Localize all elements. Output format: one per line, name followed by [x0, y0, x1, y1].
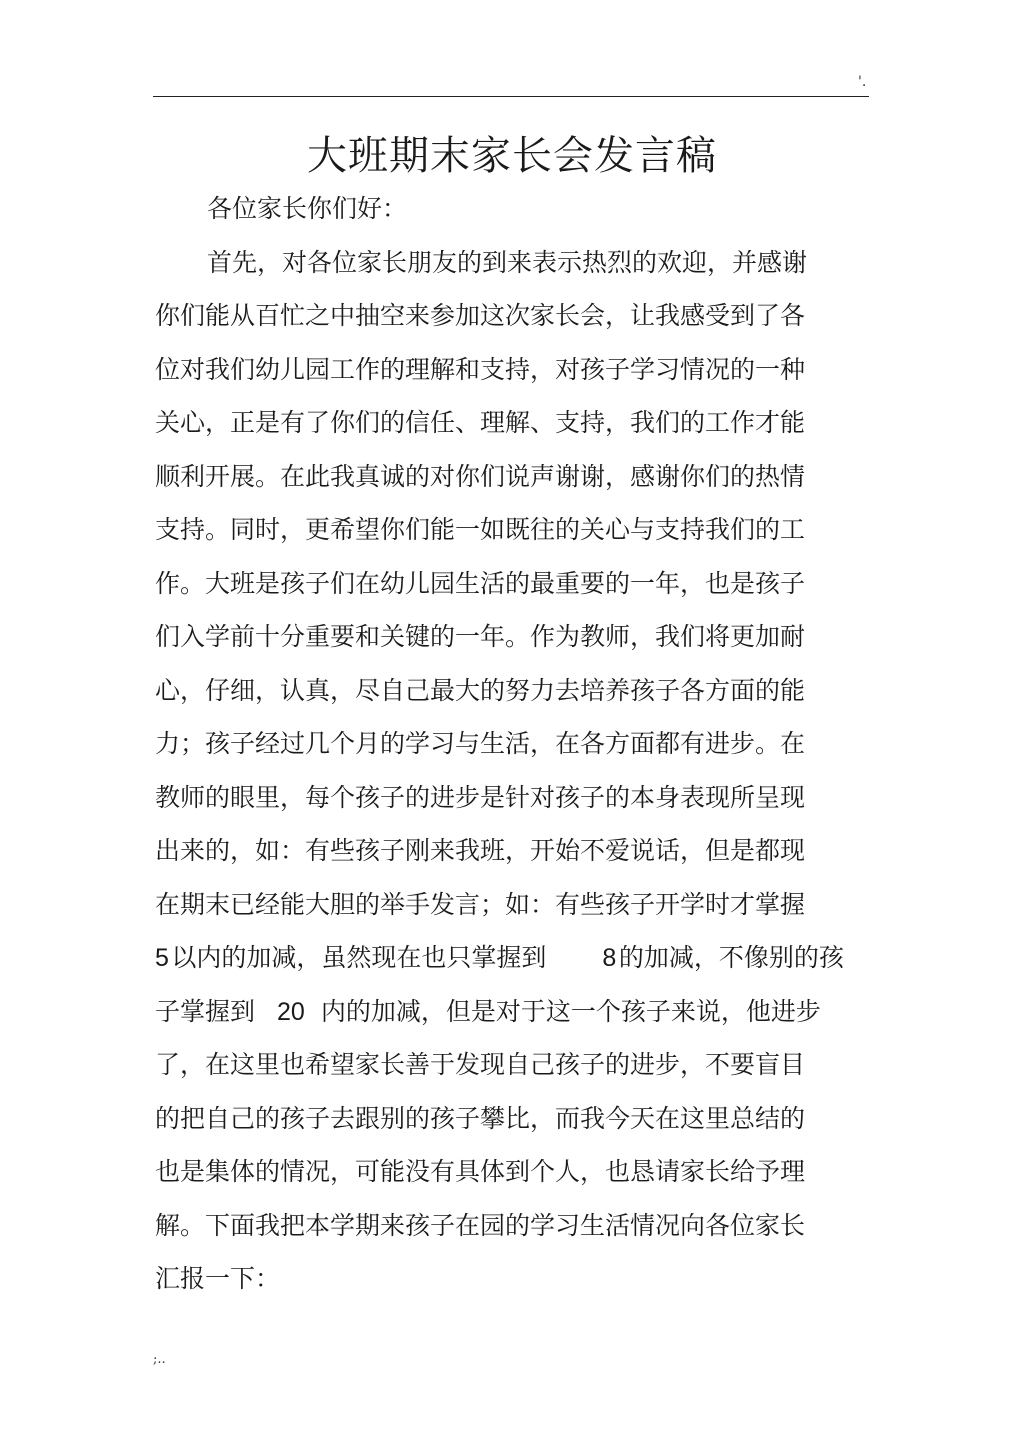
paragraph-line: 出来的，如：有些孩子刚来我班，开始不爱说话，但是都现 [155, 836, 806, 865]
document-title: 大班期末家长会发言稿 [307, 133, 717, 179]
paragraph-line: 首先，对各位家长朋友的到来表示热烈的欢迎，并感谢 [207, 247, 808, 277]
paragraph-line: 解。下面我把本学期来孩子在园的学习生活情况向各位家长 [155, 1210, 806, 1240]
paragraph-line: 作。大班是孩子们在幼儿园生活的最重要的一年，也是孩子 [155, 568, 806, 598]
paragraph-line: 你们能从百忙之中抽空来参加这次家长会，让我感受到了各 [155, 301, 806, 330]
paragraph-line: 也是集体的情况，可能没有具体到个人，也恳请家长给予理 [155, 1157, 806, 1186]
paragraph-line: 了，在这里也希望家长善于发现自己孩子的进步，不要盲目 [155, 1050, 806, 1079]
paragraph-fragment: 的加减，不像别的孩 [618, 943, 844, 972]
document-body [155, 182, 855, 1306]
paragraph-line: 的把自己的孩子去跟别的孩子攀比，而我今天在这里总结的 [155, 1103, 806, 1133]
paragraph-fragment: 子掌握到 [155, 996, 256, 1026]
number-text: 8 [602, 944, 617, 972]
paragraph-line: 支持。同时，更希望你们能一如既往的关心与支持我们的工 [155, 515, 806, 544]
paragraph-line: 教师的眼里，每个孩子的进步是针对孩子的本身表现所呈现 [155, 782, 806, 812]
greeting: 各位家长你们好： [207, 194, 408, 223]
number-text: 5 [155, 944, 169, 972]
paragraph-line: 关心，正是有了你们的信任、理解、支持，我们的工作才能 [155, 408, 806, 437]
paragraph-line: 在期末已经能大胆的举手发言；如：有些孩子开学时才掌握 [155, 889, 806, 919]
paragraph-line-numbers-a [155, 931, 855, 985]
paragraph-line: 汇报一下： [155, 1264, 281, 1293]
paragraph-fragment: 以内的加减，虽然现在也只掌握到 [171, 943, 547, 972]
paragraph-line-numbers-b [155, 985, 855, 1039]
paragraph-line: 力；孩子经过几个月的学习与生活，在各方面都有进步。在 [155, 729, 806, 758]
footer-mark: ;.. [153, 1352, 166, 1367]
paragraph-fragment: 内的加减，但是对于这一个孩子来说，他进步 [320, 996, 821, 1026]
paragraph-line: 顺利开展。在此我真诚的对你们说声谢谢，感谢你们的热情 [155, 461, 806, 491]
paragraph-line: 们入学前十分重要和关键的一年。作为教师，我们将更加耐 [155, 622, 806, 651]
number-text: 20 [277, 997, 305, 1026]
header-mark: '. [858, 74, 867, 90]
paragraph-line: 位对我们幼儿园工作的理解和支持，对孩子学习情况的一种 [155, 354, 806, 384]
header-rule [153, 96, 869, 97]
paragraph-line: 心，仔细，认真，尽自己最大的努力去培养孩子各方面的能 [155, 675, 806, 705]
